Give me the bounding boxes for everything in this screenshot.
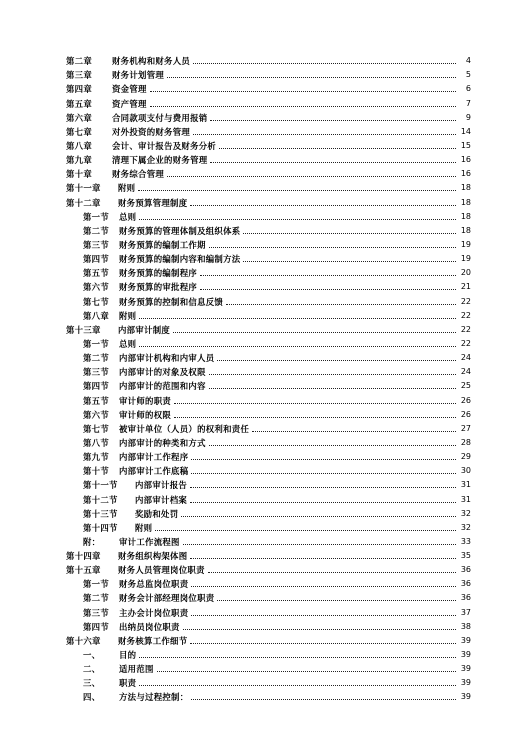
toc-page-number: 21 (460, 282, 471, 292)
toc-section-entry[interactable] (0, 391, 529, 405)
toc-chapter-entry[interactable] (0, 561, 529, 575)
toc-dot-leader (155, 530, 456, 531)
toc-page-number: 35 (460, 551, 471, 561)
toc-entry-label (83, 466, 188, 476)
toc-entry-label (83, 692, 188, 702)
toc-entry-number: 第七节 (83, 423, 110, 434)
toc-section-entry[interactable] (0, 208, 529, 222)
toc-section-entry[interactable] (0, 674, 529, 688)
toc-entry-number: 第七节 (83, 296, 110, 307)
toc-section-entry[interactable] (0, 420, 529, 434)
toc-entry-label (83, 396, 171, 406)
toc-entry-label (83, 424, 249, 434)
toc-chapter-entry[interactable] (0, 547, 529, 561)
toc-dot-leader (174, 403, 456, 404)
toc-entry-title: 财务预算的编制内容和编制方法 (119, 254, 241, 265)
toc-entry-number: 四、 (83, 692, 101, 703)
toc-entry-title: 出纳员岗位职责 (119, 621, 180, 632)
toc-dot-leader (181, 516, 456, 517)
toc-entry-title: 资金管理 (112, 84, 147, 95)
toc-dot-leader (139, 346, 456, 347)
toc-entry-number: 第十一节 (83, 480, 118, 491)
toc-entry-number: 第六节 (83, 282, 110, 293)
toc-chapter-entry[interactable] (0, 52, 529, 66)
toc-page-number: 22 (460, 324, 471, 334)
toc-page-number: 28 (460, 437, 471, 447)
toc-dot-leader (217, 600, 456, 601)
toc-section-entry[interactable] (0, 363, 529, 377)
toc-dot-leader (200, 289, 456, 290)
toc-page-number: 24 (460, 367, 471, 377)
toc-section-entry[interactable] (0, 589, 529, 603)
toc-dot-leader (209, 374, 456, 375)
toc-entry-label (66, 84, 147, 94)
toc-entry-number: 第八章 (83, 310, 110, 321)
toc-entry-label (66, 183, 135, 193)
toc-page-number: 29 (460, 452, 471, 462)
toc-entry-label (83, 650, 136, 660)
toc-entry-number: 第一节 (83, 579, 110, 590)
toc-entry-label (66, 127, 190, 137)
toc-dot-leader (210, 162, 456, 163)
toc-entry-title: 主办会计岗位职责 (119, 607, 189, 618)
toc-entry-number: 第十五章 (66, 565, 101, 576)
toc-page-number: 31 (460, 480, 471, 490)
toc-entry-label (83, 622, 180, 632)
toc-entry-title: 财务机构和财务人员 (112, 56, 191, 67)
toc-page-number: 7 (465, 98, 471, 108)
toc-dot-leader (209, 247, 456, 248)
toc-entry-title: 内部审计档案 (135, 494, 188, 505)
toc-chapter-entry[interactable] (0, 109, 529, 123)
toc-entry-number: 第十一章 (66, 183, 101, 194)
toc-dot-leader (183, 544, 456, 545)
toc-page-number: 32 (460, 522, 471, 532)
toc-entry-title: 目的 (119, 650, 137, 661)
toc-entry-title: 资产管理 (112, 98, 147, 109)
toc-page-number: 26 (460, 409, 471, 419)
toc-entry-number: 第二章 (66, 56, 93, 67)
toc-entry-label (66, 636, 187, 646)
toc-entry-title: 审计工作流程图 (119, 536, 180, 547)
toc-entry-number: 第三节 (83, 239, 110, 250)
toc-entry-title: 职责 (119, 678, 137, 689)
toc-entry-title: 财务预算的控制和信息反馈 (119, 296, 224, 307)
toc-entry-number: 第十三节 (83, 508, 118, 519)
toc-dot-leader (209, 388, 456, 389)
toc-entry-label (66, 198, 187, 208)
toc-dot-leader (191, 615, 456, 616)
toc-dot-leader (208, 572, 456, 573)
toc-chapter-entry[interactable] (0, 94, 529, 108)
toc-section-entry[interactable] (0, 264, 529, 278)
toc-section-entry[interactable] (0, 618, 529, 632)
toc-page-number: 15 (460, 140, 471, 150)
toc-entry-title: 财务预算管理制度 (118, 197, 188, 208)
toc-page-number: 26 (460, 395, 471, 405)
toc-dot-leader (219, 148, 456, 149)
toc-section-entry[interactable] (0, 575, 529, 589)
toc-entry-number: 附： (83, 536, 101, 547)
toc-entry-number: 第四章 (66, 84, 93, 95)
toc-page-number: 36 (460, 565, 471, 575)
toc-page-number: 18 (460, 211, 471, 221)
toc-entry-number: 第一节 (83, 211, 110, 222)
toc-section-entry[interactable] (0, 660, 529, 674)
table-of-contents (0, 52, 529, 702)
toc-dot-leader (243, 233, 456, 234)
toc-entry-title: 总则 (119, 211, 137, 222)
toc-entry-title: 财务预算的管理体制及组织体系 (119, 225, 241, 236)
toc-page-number: 9 (465, 112, 471, 122)
toc-section-entry[interactable] (0, 476, 529, 490)
toc-entry-number: 第四节 (83, 254, 110, 265)
toc-entry-label (66, 113, 207, 123)
toc-entry-title: 审计师的职责 (119, 395, 172, 406)
toc-entry-title: 财务总监岗位职责 (119, 579, 189, 590)
toc-entry-label (66, 325, 170, 335)
toc-section-entry[interactable] (0, 505, 529, 519)
toc-entry-title: 内部审计工作程序 (119, 452, 189, 463)
toc-entry-label (83, 240, 206, 250)
toc-entry-title: 总则 (119, 338, 137, 349)
toc-dot-leader (193, 134, 456, 135)
toc-dot-leader (191, 699, 456, 700)
toc-entry-number: 第八章 (66, 140, 93, 151)
toc-page-number: 16 (460, 155, 471, 165)
toc-dot-leader (150, 91, 456, 92)
toc-entry-number: 第二节 (83, 225, 110, 236)
toc-chapter-entry[interactable] (0, 80, 529, 94)
toc-entry-label (83, 495, 187, 505)
toc-chapter-entry[interactable] (0, 151, 529, 165)
toc-entry-label (66, 99, 147, 109)
toc-page-number: 18 (460, 225, 471, 235)
toc-entry-label (83, 438, 206, 448)
toc-entry-title: 方法与过程控制： (119, 692, 189, 703)
toc-entry-label (83, 268, 197, 278)
toc-entry-number: 第二节 (83, 593, 110, 604)
toc-section-entry[interactable] (0, 349, 529, 363)
toc-page-number: 18 (460, 183, 471, 193)
toc-page-number: 18 (460, 197, 471, 207)
toc-page-number: 24 (460, 353, 471, 363)
toc-entry-label (83, 480, 187, 490)
toc-entry-title: 奖励和处罚 (135, 508, 179, 519)
toc-entry-title: 附则 (119, 310, 137, 321)
toc-entry-title: 适用范围 (119, 664, 154, 675)
toc-page-number: 36 (460, 593, 471, 603)
toc-entry-label (66, 56, 190, 66)
toc-entry-title: 财务组织构架体图 (118, 551, 188, 562)
toc-entry-label (83, 608, 188, 618)
toc-page-number: 6 (465, 84, 471, 94)
toc-entry-title: 内部审计工作底稿 (119, 466, 189, 477)
toc-entry-label (83, 593, 214, 603)
toc-entry-number: 第九章 (66, 155, 93, 166)
toc-section-entry[interactable] (0, 292, 529, 306)
toc-page-number: 39 (460, 664, 471, 674)
toc-entry-title: 审计师的权限 (119, 409, 172, 420)
toc-entry-label (83, 509, 178, 519)
toc-section-entry[interactable] (0, 307, 529, 321)
toc-entry-number: 一、 (83, 650, 101, 661)
toc-entry-number: 第六章 (66, 112, 93, 123)
toc-entry-number: 第一节 (83, 338, 110, 349)
toc-dot-leader (190, 558, 456, 559)
toc-entry-number: 第十六章 (66, 635, 101, 646)
toc-entry-label (83, 579, 188, 589)
toc-page-number: 39 (460, 678, 471, 688)
toc-section-entry[interactable] (0, 335, 529, 349)
toc-entry-label (83, 452, 188, 462)
toc-dot-leader (200, 275, 456, 276)
toc-entry-number: 第十四章 (66, 551, 101, 562)
toc-entry-number: 第十章 (66, 169, 93, 180)
toc-section-entry[interactable] (0, 646, 529, 660)
toc-entry-title: 内部审计的范围和内容 (119, 381, 206, 392)
toc-page-number: 25 (460, 381, 471, 391)
toc-page-number: 37 (460, 607, 471, 617)
toc-entry-number: 第二节 (83, 353, 110, 364)
toc-section-entry[interactable] (0, 603, 529, 617)
toc-chapter-entry[interactable] (0, 123, 529, 137)
toc-page-number: 22 (460, 296, 471, 306)
toc-dot-leader (139, 685, 456, 686)
toc-entry-title: 合同款项支付与费用报销 (112, 112, 208, 123)
toc-entry-title: 财务会计部经理岗位职责 (119, 593, 215, 604)
toc-entry-number: 第五节 (83, 395, 110, 406)
toc-entry-label (83, 339, 136, 349)
toc-entry-number: 第三章 (66, 70, 93, 81)
toc-page-number: 33 (460, 536, 471, 546)
toc-page-number: 5 (465, 70, 471, 80)
toc-entry-title: 财务人员管理岗位职责 (118, 565, 205, 576)
toc-page-number: 36 (460, 579, 471, 589)
toc-entry-number: 第十四节 (83, 522, 118, 533)
toc-entry-title: 内部审计制度 (118, 324, 171, 335)
toc-dot-leader (252, 431, 456, 432)
toc-page-number: 32 (460, 508, 471, 518)
toc-chapter-entry[interactable] (0, 632, 529, 646)
toc-dot-leader (193, 63, 456, 64)
toc-dot-leader (139, 318, 456, 319)
toc-dot-leader (191, 586, 456, 587)
toc-dot-leader (210, 120, 456, 121)
toc-dot-leader (167, 176, 456, 177)
toc-entry-label (83, 523, 152, 533)
toc-dot-leader (243, 261, 456, 262)
toc-section-entry[interactable] (0, 278, 529, 292)
toc-entry-number: 第四节 (83, 621, 110, 632)
toc-section-entry[interactable] (0, 222, 529, 236)
toc-entry-title: 财务综合管理 (112, 169, 165, 180)
toc-entry-label (66, 141, 216, 151)
toc-page-number: 27 (460, 423, 471, 433)
toc-dot-leader (190, 502, 456, 503)
toc-entry-title: 清理下属企业的财务管理 (112, 155, 208, 166)
toc-dot-leader (190, 643, 456, 644)
toc-entry-title: 内部审计的种类和方式 (119, 437, 206, 448)
toc-entry-number: 第六节 (83, 409, 110, 420)
toc-page-number: 22 (460, 310, 471, 320)
toc-chapter-entry[interactable] (0, 179, 529, 193)
toc-chapter-entry[interactable] (0, 165, 529, 179)
toc-entry-label (66, 565, 205, 575)
toc-entry-label (66, 70, 164, 80)
toc-entry-label (83, 297, 223, 307)
toc-dot-leader (190, 205, 456, 206)
toc-entry-number: 第十节 (83, 466, 110, 477)
toc-chapter-entry[interactable] (0, 321, 529, 335)
toc-page-number: 19 (460, 239, 471, 249)
toc-entry-number: 第八节 (83, 437, 110, 448)
toc-page-number: 39 (460, 635, 471, 645)
toc-page-number: 19 (460, 254, 471, 264)
toc-entry-number: 第三节 (83, 367, 110, 378)
toc-entry-number: 第三节 (83, 607, 110, 618)
toc-page-number: 4 (465, 56, 471, 66)
toc-entry-title: 内部审计的对象及权限 (119, 367, 206, 378)
toc-entry-title: 财务核算工作细节 (118, 635, 188, 646)
toc-section-entry[interactable] (0, 236, 529, 250)
toc-section-entry[interactable] (0, 490, 529, 504)
toc-section-entry[interactable] (0, 688, 529, 702)
toc-entry-label (83, 410, 171, 420)
toc-entry-label (66, 169, 164, 179)
toc-entry-title: 对外投资的财务管理 (112, 126, 191, 137)
toc-dot-leader (174, 417, 456, 418)
toc-entry-number: 第十二节 (83, 494, 118, 505)
toc-dot-leader (191, 473, 456, 474)
toc-dot-leader (209, 445, 456, 446)
toc-section-entry[interactable] (0, 406, 529, 420)
toc-entry-number: 第十二章 (66, 197, 101, 208)
toc-entry-number: 二、 (83, 664, 101, 675)
toc-dot-leader (191, 459, 456, 460)
toc-page-number: 14 (460, 126, 471, 136)
toc-entry-label (83, 311, 136, 321)
toc-entry-number: 第九节 (83, 452, 110, 463)
toc-page-number: 31 (460, 494, 471, 504)
toc-entry-label (83, 537, 180, 547)
toc-section-entry[interactable] (0, 434, 529, 448)
toc-entry-number: 第十三章 (66, 324, 101, 335)
toc-entry-number: 第四节 (83, 381, 110, 392)
toc-entry-title: 财务预算的编制程序 (119, 268, 198, 279)
toc-page-number: 16 (460, 169, 471, 179)
toc-entry-number: 第五章 (66, 98, 93, 109)
toc-entry-label (83, 367, 206, 377)
toc-entry-label (83, 381, 206, 391)
toc-dot-leader (183, 629, 456, 630)
toc-entry-label (83, 353, 214, 363)
toc-page-number: 38 (460, 621, 471, 631)
toc-chapter-entry[interactable] (0, 193, 529, 207)
toc-entry-label (83, 254, 240, 264)
toc-entry-title: 附则 (135, 522, 153, 533)
toc-dot-leader (217, 360, 456, 361)
toc-page-number: 39 (460, 650, 471, 660)
toc-entry-label (83, 282, 197, 292)
toc-section-entry[interactable] (0, 519, 529, 533)
toc-entry-title: 财务预算的编制工作期 (119, 239, 206, 250)
toc-section-entry[interactable] (0, 448, 529, 462)
toc-entry-title: 被审计单位（人员）的权利和责任 (119, 423, 250, 434)
toc-entry-number: 第五节 (83, 268, 110, 279)
toc-entry-title: 内部审计机构和内审人员 (119, 353, 215, 364)
toc-entry-number: 第七章 (66, 126, 93, 137)
toc-dot-leader (138, 190, 456, 191)
toc-entry-label (83, 212, 136, 222)
toc-dot-leader (167, 77, 456, 78)
toc-section-entry[interactable] (0, 377, 529, 391)
toc-section-entry[interactable] (0, 462, 529, 476)
toc-entry-title: 附则 (118, 183, 136, 194)
toc-entry-label (83, 678, 136, 688)
toc-dot-leader (226, 304, 456, 305)
toc-dot-leader (173, 332, 456, 333)
toc-page-number: 30 (460, 466, 471, 476)
toc-chapter-entry[interactable] (0, 137, 529, 151)
toc-section-entry[interactable] (0, 250, 529, 264)
toc-entry-number: 三、 (83, 678, 101, 689)
toc-entry-title: 内部审计报告 (135, 480, 188, 491)
toc-page-number: 22 (460, 338, 471, 348)
toc-dot-leader (190, 487, 456, 488)
toc-dot-leader (139, 219, 456, 220)
toc-entry-title: 财务计划管理 (112, 70, 165, 81)
toc-entry-title: 会计、审计报告及财务分析 (112, 140, 217, 151)
toc-entry-label (66, 551, 187, 561)
toc-page-number: 20 (460, 268, 471, 278)
toc-section-entry[interactable] (0, 533, 529, 547)
toc-dot-leader (139, 657, 456, 658)
toc-entry-title: 财务预算的审批程序 (119, 282, 198, 293)
toc-entry-label (66, 155, 207, 165)
toc-page-number: 39 (460, 692, 471, 702)
toc-entry-label (83, 664, 154, 674)
toc-dot-leader (157, 671, 456, 672)
toc-dot-leader (150, 106, 456, 107)
toc-entry-label (83, 226, 240, 236)
toc-chapter-entry[interactable] (0, 66, 529, 80)
